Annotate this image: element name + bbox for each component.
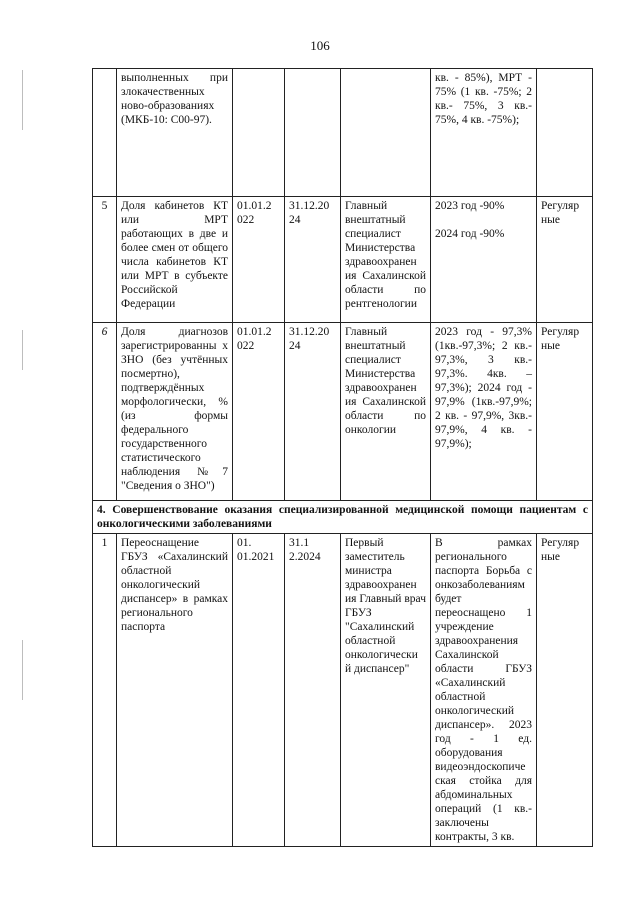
row-number: 6 xyxy=(93,323,117,501)
control-type: Регуляр ные xyxy=(537,197,593,323)
table-row xyxy=(93,69,593,197)
row-number: 5 xyxy=(93,197,117,323)
row-number: 1 xyxy=(93,534,117,847)
section-row xyxy=(93,501,593,534)
end-date: 31.12.20 24 xyxy=(285,323,341,501)
result: В рамках регионального паспорта Борьба с онкозаболеваниям будет переоснащено 1 учреждение здравоохранения Сахалинской области ГБУЗ «Сахалинский областной онкологический диспансер». 2023 год - 1 ед. оборудования видеоэндоскопиче ская стойка для абдоминальных операций (1 кв.- заключены контракты, 3 кв. xyxy=(431,534,537,847)
result: кв. - 85%), МРТ - 75% (1 кв. -75%; 2 кв.- 75%, 3 кв.- 75%, 4 кв. -75%); xyxy=(431,69,537,197)
result-line: 2024 год -90% xyxy=(435,228,505,240)
result-line: 2023 год -90% xyxy=(435,200,505,212)
end-date: 31.1 2.2024 xyxy=(285,534,341,847)
margin-mark xyxy=(22,70,23,130)
row-number xyxy=(93,69,117,197)
indicator-name: Доля диагнозов зарегистрированны х ЗНО (без учтённых посмертно), подтверждённых морфологически, % (из формы федерального государственного статистического наблюдения №7 "Сведения о ЗНО") xyxy=(117,323,233,501)
table-row xyxy=(93,534,593,847)
measure-name: Переоснащение ГБУЗ «Сахалинский областной онкологический диспансер» в рамках регионального паспорта xyxy=(117,534,233,847)
page-number: 106 xyxy=(310,38,330,53)
start-date: 01.01.2 022 xyxy=(233,323,285,501)
margin-mark xyxy=(22,330,23,370)
result: 2023 год - 97,3% (1кв.-97,3%; 2 кв.- 97,3%, 3 кв.- 97,3%. 4кв. – 97,3%); 2024 год - 97,9% (1кв.-97,9%; 2 кв. - 97,9%, 3кв.- 97,9%, 4 кв. - 97,9%); xyxy=(431,323,537,501)
start-date: 01. 01.2021 xyxy=(233,534,285,847)
control-type: Регуляр ные xyxy=(537,534,593,847)
indicator-name: Доля кабинетов КТ или МРТ работающих в две и более смен от общего числа кабинетов КТ или МРТ в субъекте Российской Федерации xyxy=(117,197,233,323)
start-date xyxy=(233,69,285,197)
control-type xyxy=(537,69,593,197)
control-type: Регуляр ные xyxy=(537,323,593,501)
table-row xyxy=(93,197,593,323)
indicator-name: выполненных при злокачественных ново-образованиях (МКБ-10: С00-97). xyxy=(117,69,233,197)
margin-mark xyxy=(22,640,23,700)
result xyxy=(431,197,537,323)
responsible: Главный внештатный специалист Министерства здравоохранен ия Сахалинской области по рентгенологии xyxy=(341,197,431,323)
responsible: Главный внештатный специалист Министерства здравоохранен ия Сахалинской области по онкологии xyxy=(341,323,431,501)
measures-table xyxy=(92,68,593,847)
table-row xyxy=(93,323,593,501)
section-title: 4. Совершенствование оказания специализированной медицинской помощи пациентам с онкологическими заболеваниями xyxy=(93,501,593,534)
end-date: 31.12.20 24 xyxy=(285,197,341,323)
responsible: Первый заместитель министра здравоохранен ия Главный врач ГБУЗ "Сахалинский областной онкологически й диспансер" xyxy=(341,534,431,847)
responsible xyxy=(341,69,431,197)
end-date xyxy=(285,69,341,197)
start-date: 01.01.2 022 xyxy=(233,197,285,323)
